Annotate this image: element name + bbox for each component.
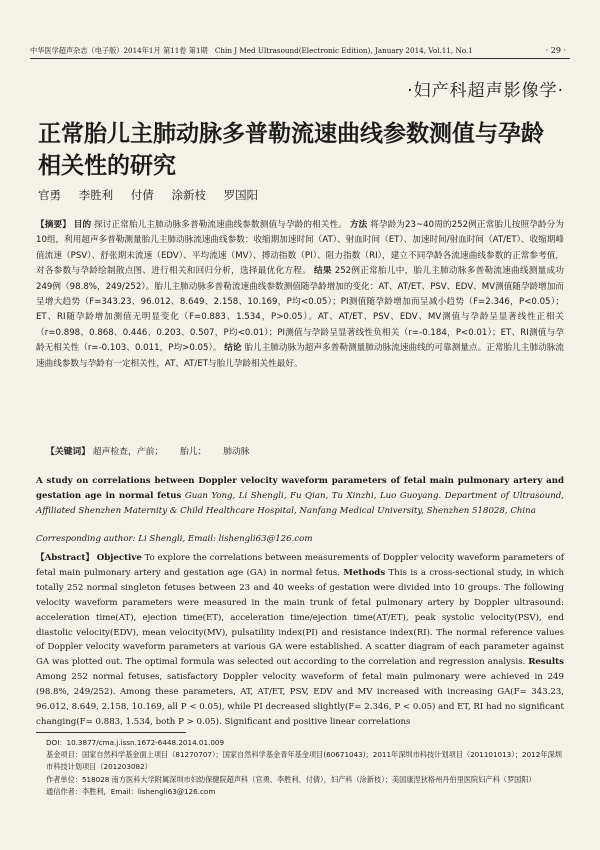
keyword: 胎儿； (179, 447, 207, 457)
keyword: 肺动脉 (223, 447, 250, 457)
abstract-en-label: 【Abstract】 (36, 553, 95, 563)
objective-cn-label: 目的 (73, 220, 92, 230)
objective-en-label: Objective (96, 553, 142, 563)
english-affiliation: Department of Ultrasound, Affiliated Shenzhen Maternity & Child Healthcare Hospital, Nanfang Medical University, Shenzhen 518028, China (36, 491, 565, 516)
affiliation-note: 作者单位：518028 南方医科大学附属深圳市妇幼保健院超声科（官勇、李胜利、付倩），妇产科（涂新枝）；美国康涅狄格州丹伯里医院妇产科（罗国阳） (46, 774, 536, 784)
results-en-label: Results (528, 657, 564, 668)
article-title-cn: 正常胎儿主肺动脉多普勒流速曲线参数测值与孕龄相关性的研究 (38, 121, 544, 179)
english-authors: Guan Yong, Li Shengli, Fu Qian, Tu Xinzhi, Luo Guoyang. (184, 491, 442, 501)
abstract-en (36, 551, 564, 730)
english-title-block (36, 474, 564, 519)
english-correspondence: Corresponding author: Li Shengli, Email: lishengli63@126.com (36, 534, 313, 544)
fund-note: 基金项目：国家自然科学基金面上项目（81270707）；国家自然科学基金青年基金项目(60671043)；2011年深圳市科技计划项目（201101013）；2012年深圳市科技计划项目（201203082） (46, 750, 562, 772)
conclusion-cn-text: 胎儿主肺动脉为超声多普勒测量肺动脉流速曲线的可靠测量点。正常胎儿主肺动脉流速曲线参数与孕龄有一定相关性，AT、AT/ET与胎儿孕龄相关性最好。 (36, 343, 564, 369)
methods-en-label: Methods (343, 567, 386, 578)
english-title: A study on correlations between Doppler velocity waveform parameters of fetal main pulmonary artery and gestation age in normal fetus (36, 476, 564, 501)
keyword: 超声检查，产前； (92, 447, 164, 457)
methods-en-text: This is a cross-sectional study, in which totally 252 normal singleton fetuses between 23 and 40 weeks of gestation were divided into 10 groups. The following velocity waveform parameters were measured in the main trunk of fetal pulmonary artery by Doppler ultrasound: acceleration time(AT), ejection time(ET), acceleration time/ejection time(AT/ET), peak systolic velocity(PSV), end diastolic velocity(EDV), mean velocity(MV), pulsatility index(PI) and resistance index(RI). The normal reference values of Doppler velocity waveform parameters at various GA were established. A scatter diagram of each parameter against GA was plotted out. The optimal formula was selected out according to the correlation and regression analysis. (36, 567, 565, 668)
authors-cn: 官勇 李胜利 付倩 涂新枝 罗国阳 (38, 188, 259, 202)
methods-cn-label: 方法 (349, 220, 368, 230)
correspondence-note: 通信作者：李胜利，Email：lishengli63@126.com (46, 786, 216, 796)
results-en-text: Among 252 normal fetuses, satisfactory Doppler velocity waveform of fetal main pulmonary were achieved in 249 (98.8%, 249/252). Among these parameters, AT, AT/ET, PSV, EDV and MV increased with increasing GA(F= 343.23, 96.012, 8.649, 2.158, 10.169, all P < 0.05), while PI decreased slightly(F= 2.346, P < 0.05) and ET, RI had no significant changing(F= 0.883, 1.534, both P > 0.05). Significant and positive linear correlations (36, 672, 564, 727)
section-heading: ·妇产科超声影像学· (407, 81, 564, 101)
objective-en-text: To explore the correlations between measurements of Doppler velocity waveform parameters of fetal main pulmonary artery and gestation age (GA) in normal fetus. (36, 553, 564, 578)
objective-cn-text: 探讨正常胎儿主肺动脉多普勒流速曲线参数测值与孕龄的相关性。 (94, 220, 347, 230)
conclusion-cn-label: 结论 (224, 343, 242, 354)
methods-cn-text: 将孕龄为23~40周的252例正常胎儿按照孕龄分为10组，利用超声多普勒测量胎儿主肺动脉流速曲线参数：收缩期加速时间（AT）、射血时间（ET）、加速时间/射血时间（AT/ET）、收缩期峰值流速（PSV）、舒张期末流速（EDV）、平均流速（MV）、搏动指数（PI）、阻力指数（RI），建立不同孕龄各流速曲线参数的正常参考值，对各参数与孕龄绘制散点图、进行相关和回归分析，选择最优化方程。 (36, 220, 564, 277)
page-number: · 29 · (545, 46, 566, 55)
keywords-cn (46, 444, 264, 457)
doi: DOI：10.3877/cma.j.issn.1672-6448.2014.01.009 (46, 738, 225, 747)
results-cn-label: 结果 (313, 266, 332, 277)
keywords-cn-label: 【关键词】 (46, 447, 90, 457)
journal-header: 中华医学超声杂志（电子版）2014年1月 第11卷 第1期 Chin J Med Ultrasound(Electronic Edition), January 2014, Vol.11, No.1 (30, 46, 473, 55)
abstract-cn-label: 【摘要】 (36, 220, 71, 230)
footnote-divider (36, 732, 186, 733)
abstract-cn (36, 218, 564, 372)
header-divider (30, 58, 570, 59)
results-cn-text: 252例正常胎儿中，胎儿主肺动脉多普勒流速曲线测量成功249例（98.8%，249/252）。胎儿主肺动脉多普勒流速曲线参数测值随孕龄增加的变化：AT、AT/ET、PSV、EDV、MV测值随孕龄增加而呈增大趋势（F=343.23、96.012、8.649、2.158、10.169，P均<0.05）；PI测值随孕龄增加而呈减小趋势（F=2.346，P<0.05）；ET、RI随孕龄增加测值无明显变化（F=0.883、1.534，P>0.05）。AT、AT/ET、PSV、EDV、MV测值与孕龄呈显著线性正相关（r=0.898、0.868、0.446、0.203、0.507，P均<0.01）；PI测值与孕龄呈显著线性负相关（r=-0.184，P<0.01）；ET、RI测值与孕龄无相关性（r=-0.103、0.011，P均>0.05）。 (36, 266, 564, 354)
footnotes (46, 737, 564, 798)
